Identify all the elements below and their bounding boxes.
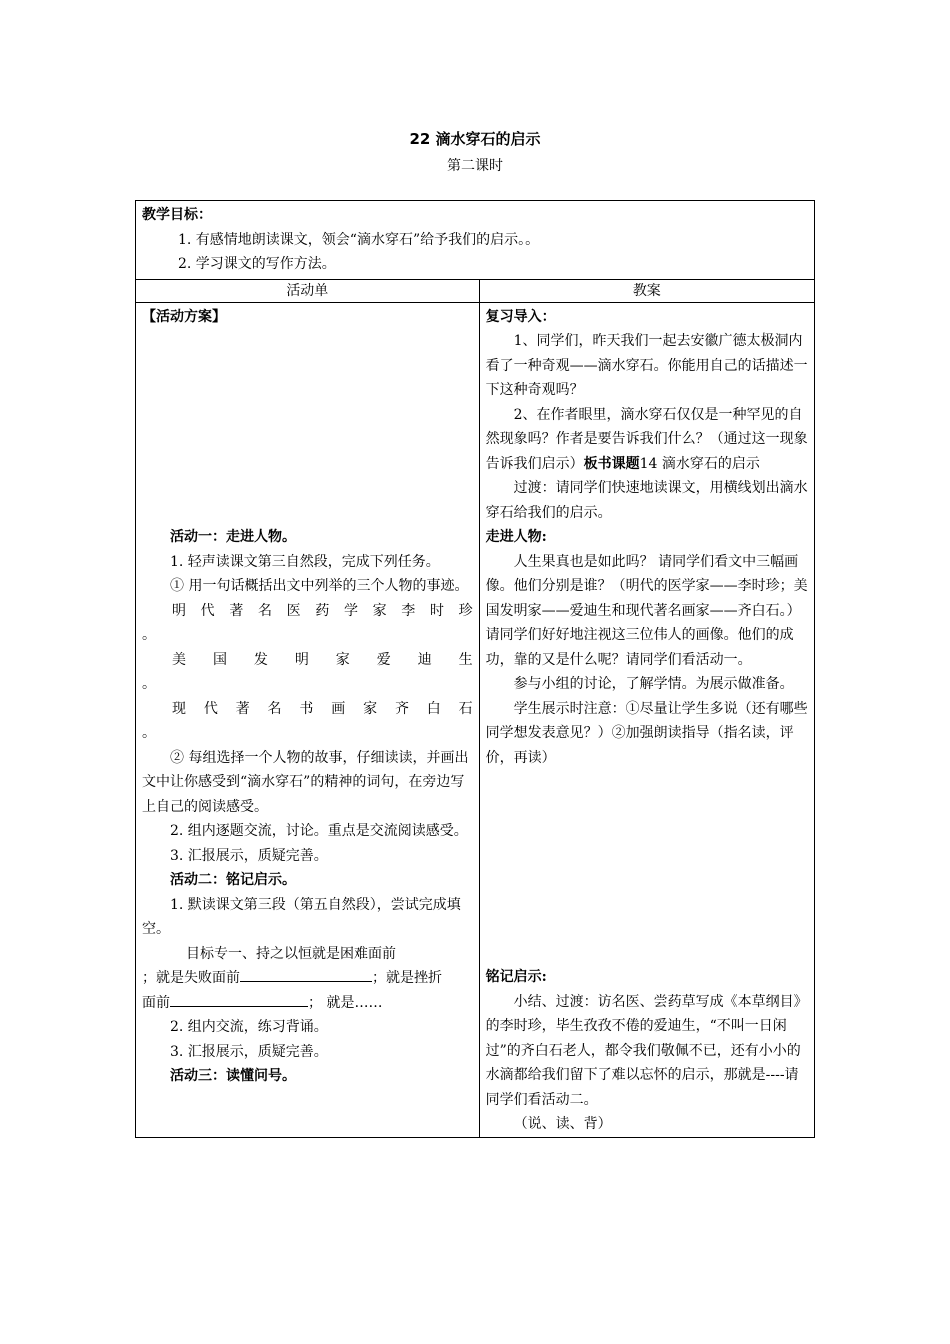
activity-3-heading: 活动三：读懂问号。 [170, 1068, 296, 1084]
board-title-text: 14 滴水穿石的启示 [639, 455, 760, 472]
column-header-activity: 活动单 [136, 279, 480, 302]
blank-area-right [486, 770, 808, 965]
activity-1-question-2: ② 每组选择一个人物的故事，仔细读读，并画出文中让你感受到“滴水穿石”的精神的词句，在旁边写上自己的阅读感受。 [142, 749, 469, 815]
lesson-column [479, 302, 814, 1137]
fill-blank-2[interactable] [170, 992, 308, 1007]
people-heading: 走进人物: [485, 529, 547, 545]
document-subtitle: 第二课时 [447, 158, 503, 174]
activity-2-fill-line-1 [142, 942, 473, 967]
activity-2-step-3: 3. 汇报展示，质疑完善。 [170, 1043, 328, 1060]
activity-1-step-3: 3. 汇报展示，质疑完善。 [170, 847, 328, 864]
column-header-lesson: 教案 [479, 279, 814, 302]
plan-heading: 【活动方案】 [142, 308, 226, 325]
goals-cell [136, 201, 815, 280]
board-title-label: 板书课题 [583, 455, 640, 472]
activity-1-task: 1. 轻声读课文第三自然段，完成下列任务。 [170, 553, 440, 570]
people-paragraph-2: 参与小组的讨论，了解学情。为展示做准备。 [513, 676, 794, 692]
activity-1-period-1: 。 [142, 627, 156, 643]
lesson-plan-table [135, 200, 815, 1138]
activity-1-heading: 活动一：走进人物。 [170, 529, 296, 545]
fill-text-e: ； 就是…… [308, 994, 383, 1011]
activity-1-question-1: ① 用一句话概括出文中列举的三个人物的事迹。 [170, 578, 469, 594]
content-row [136, 302, 815, 1137]
activity-1-period-2: 。 [142, 676, 156, 692]
people-paragraph-1: 人生果真也是如此吗？ 请同学们看文中三幅画像。他们分别是谁？（明代的医学家——李时珍；美国发明家——爱迪生和现代著名画家——齐白石。）请同学们好好地注视这三位伟人的画像。他们的成功，靠的又是什么呢？请同学们看活动一。 [485, 553, 808, 668]
fill-text-d: 面前 [142, 994, 170, 1011]
activity-2-fill-line-3 [142, 991, 473, 1016]
activity-1-person-1: 明代著名医药学家李时珍 [172, 602, 473, 619]
review-paragraph-2 [486, 403, 808, 477]
fill-text-b: ；就是失败面前 [142, 970, 240, 986]
activity-2-fill-line-2 [142, 966, 473, 991]
activity-2-step-1: 1. 默读课文第三段（第五自然段），尝试完成填空。 [142, 896, 461, 937]
document-title: 22 滴水穿石的启示 [409, 130, 541, 148]
blank-area [142, 329, 473, 525]
fill-text-c: ；就是挫折 [372, 970, 442, 986]
review-paragraph-1: 1、同学们，昨天我们一起去安徽广德太极洞内看了一种奇观——滴水穿石。你能用自己的话描述一下这种奇观吗？ [485, 333, 808, 398]
remember-paragraph-1: 小结、过渡：访名医、尝药草写成《本草纲目》的李时珍，毕生孜孜不倦的爱迪生，“不叫一日闲过”的齐白石老人，都令我们敬佩不已，还有小小的水滴都给我们留下了难以忘怀的启示，那就是----请同学们看活动二。 [485, 993, 808, 1108]
activity-1-person-3: 现代著名书画家齐白石 [172, 700, 473, 717]
goal-item-1: 1. 有感情地朗读课文，领会“滴水穿石”给予我们的启示。。 [178, 231, 540, 248]
goals-heading: 教学目标： [142, 207, 212, 223]
activity-2-heading: 活动二：铭记启示。 [170, 872, 296, 888]
review-heading: 复习导入： [485, 308, 556, 325]
review-paragraph-2-text: 2、在作者眼里，滴水穿石仅仅是一种罕见的自然现象吗？作者是要告诉我们什么？（通过这一现象告诉我们启示） [485, 406, 808, 472]
remember-paragraph-2: （说、读、背） [513, 1116, 612, 1132]
column-header-row [136, 279, 815, 302]
activity-1-period-3: 。 [142, 725, 156, 741]
people-paragraph-3: 学生展示时注意：①尽量让学生多说（还有哪些同学想发表意见？）②加强朗读指导（指名读，评价，再读） [485, 700, 808, 766]
review-paragraph-3: 过渡：请同学们快速地读课文，用横线划出滴水穿石给我们的启示。 [485, 480, 808, 521]
activity-column [136, 302, 480, 1137]
activity-1-person-2: 美国发明家爱迪生 [172, 651, 473, 668]
remember-heading: 铭记启示: [485, 969, 547, 985]
fill-blank-1[interactable] [240, 967, 372, 982]
goals-row [136, 201, 815, 280]
activity-2-step-2: 2. 组内交流，练习背诵。 [170, 1019, 328, 1035]
activity-1-step-2: 2. 组内逐题交流，讨论。重点是交流阅读感受。 [170, 823, 468, 839]
fill-text-a: 目标专一、持之以恒就是困难面前 [186, 945, 396, 962]
goal-item-2: 2. 学习课文的写作方法。 [178, 256, 336, 272]
